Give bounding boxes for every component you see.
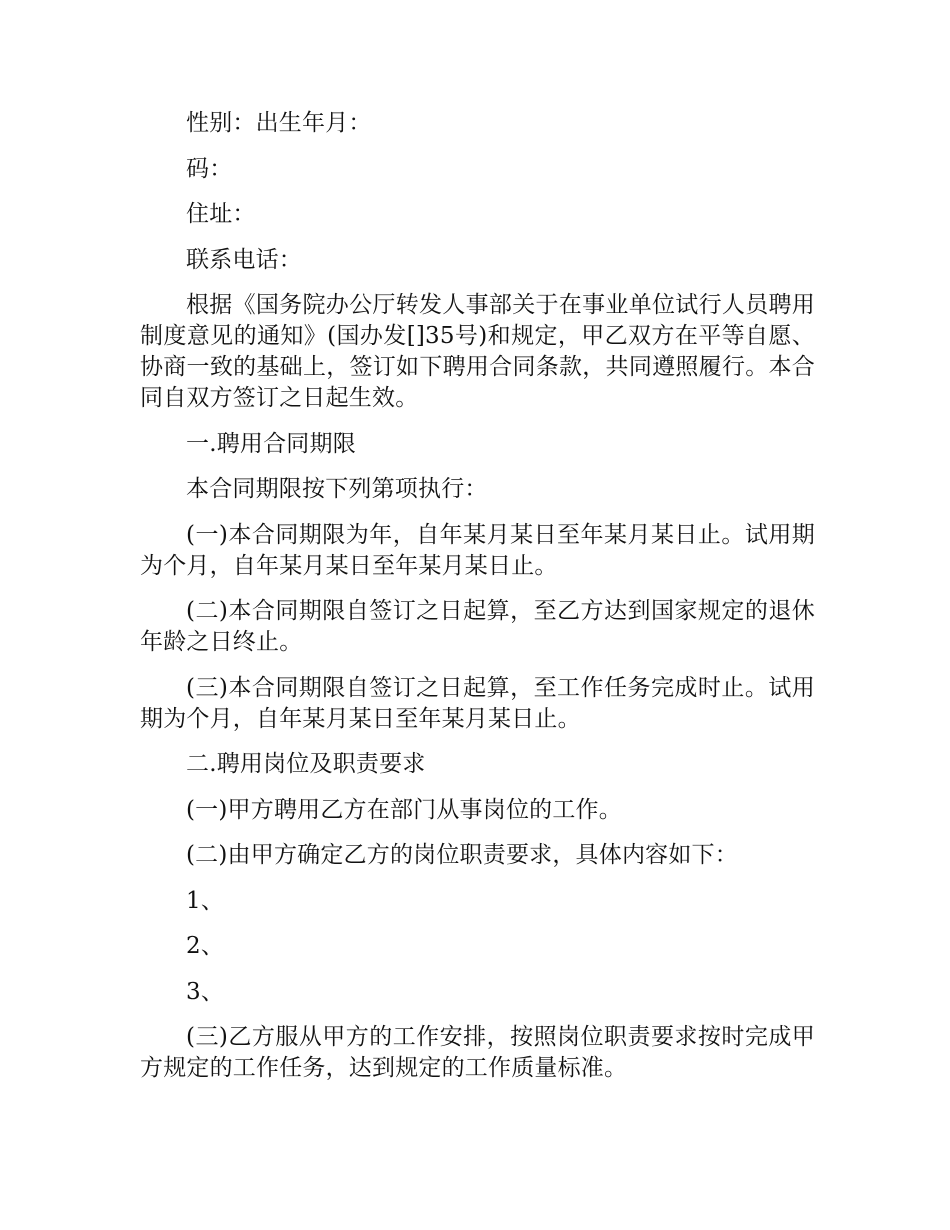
section-heading-contract-term: 一.聘用合同期限 xyxy=(186,430,356,457)
field-id-number: 码： xyxy=(186,155,233,182)
preamble-paragraph: 根据《国务院办公厅转发人事部关于在事业单位试行人员聘用制度意见的通知》(国办发[]35号)和规定，甲乙双方在平等自愿、协商一致的基础上，签订如下聘用合同条款，共同遵照履行。本合同自双方签订之日起生效。 xyxy=(140,292,815,411)
contract-term-option-3: (三)本合同期限自签订之日起算，至工作任务完成时止。试用期为个月，自年某月某日至年某月某日止。 xyxy=(140,674,815,732)
position-clause-1: (一)甲方聘用乙方在部门从事岗位的工作。 xyxy=(186,796,622,823)
duty-list-item: 1、 xyxy=(186,887,225,914)
duty-list-item: 3、 xyxy=(186,978,225,1005)
contract-term-option-2: (二)本合同期限自签订之日起算，至乙方达到国家规定的退休年龄之日终止。 xyxy=(140,598,815,655)
position-clause-3: (三)乙方服从甲方的工作安排，按照岗位职责要求按时完成甲方规定的工作任务，达到规定的工作质量标准。 xyxy=(140,1024,815,1081)
field-phone: 联系电话： xyxy=(186,246,302,273)
contract-term-intro: 本合同期限按下列第项执行： xyxy=(186,476,488,502)
document-body xyxy=(140,108,815,1099)
section-heading-position-duties: 二.聘用岗位及职责要求 xyxy=(186,751,426,777)
duty-list-item: 2、 xyxy=(186,933,225,959)
position-clause-2: (二)由甲方确定乙方的岗位职责要求，具体内容如下： xyxy=(186,842,738,868)
contract-term-option-1: (一)本合同期限为年，自年某月某日至年某月某日止。试用期为个月，自年某月某日至年某月某日止。 xyxy=(140,521,815,579)
field-address: 住址： xyxy=(186,201,256,227)
field-gender-birthdate: 性别：出生年月： xyxy=(186,110,372,136)
